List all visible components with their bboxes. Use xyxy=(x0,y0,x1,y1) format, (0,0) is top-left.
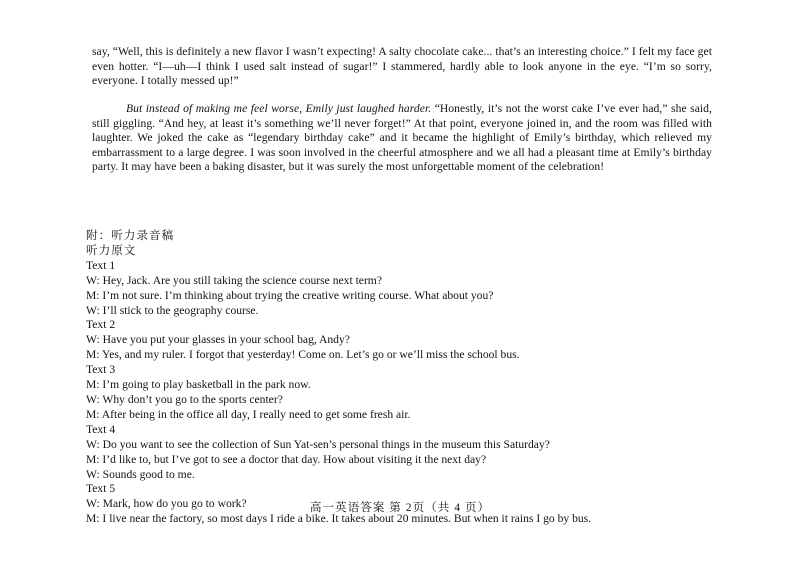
transcript-line: W: Why don’t you go to the sports center? xyxy=(86,392,283,406)
transcript-line: W: Have you put your glasses in your school bag, Andy? xyxy=(86,333,350,347)
story-paragraph-2-text xyxy=(92,102,712,175)
listening-transcript xyxy=(86,229,714,527)
story-paragraph-1 xyxy=(92,45,712,89)
transcript-line: M: I’d like to, but I’ve got to see a doctor that day. How about visiting it the next day? xyxy=(86,452,487,466)
page-footer: 高一英语答案 第 2页（共 4 页） xyxy=(309,501,491,514)
transcript-line: W: Mark, how do you go to work? xyxy=(86,497,247,511)
transcript-line: W: Do you want to see the collection of Sun Yat-sen’s personal things in the museum this Saturday? xyxy=(86,437,550,451)
appendix-subheading: 听力原文 xyxy=(86,243,137,257)
transcript-line: Text 2 xyxy=(86,318,116,332)
transcript-line: W: I’ll stick to the geography course. xyxy=(86,303,259,317)
transcript-line: Text 1 xyxy=(86,258,116,272)
transcript-line: Text 4 xyxy=(86,422,116,436)
transcript-line: M: I’m going to play basketball in the park now. xyxy=(86,378,311,392)
transcript-line: Text 5 xyxy=(86,482,116,496)
transcript-line: Text 3 xyxy=(86,363,116,377)
story-paragraph-2-body: “Honestly, it’s not the worst cake I’ve ever had,” she said, still giggling. “And hey, at least it’s something we’ll never forget!” At that point, everyone joined in, and the room was filled with laughter. We joked the cake as “legendary birthday cake” and it became the highlight of Emily’s birthday, which relieved my embarrassment to a large degree. I was soon involved in the cheerful atmosphere and we all had a pleasant time at Emily’s birthday party. It may have been a baking disaster, but it was surely the most unforgettable moment of the celebration! xyxy=(92,102,712,174)
story-paragraph-2 xyxy=(92,102,712,175)
transcript-line: M: I’m not sure. I’m thinking about trying the creative writing course. What about you? xyxy=(86,288,494,302)
appendix-heading: 附：听力录音稿 xyxy=(86,229,175,242)
story-topic-sentence: But instead of making me feel worse, Emily just laughed harder. xyxy=(126,102,432,115)
transcript-line: M: I live near the factory, so most days I ride a bike. It takes about 20 minutes. But when it rains I go by bus. xyxy=(86,512,592,526)
transcript-line: W: Hey, Jack. Are you still taking the science course next term? xyxy=(86,273,382,287)
transcript-line: W: Sounds good to me. xyxy=(86,467,195,481)
transcript-line: M: After being in the office all day, I really need to get some fresh air. xyxy=(86,407,411,421)
story-paragraph-1-text: say, “Well, this is definitely a new flavor I wasn’t expecting! A salty chocolate cake... that’s an interesting choice.” I felt my face get even hotter. “I—uh—I think I used salt instead of sugar!” I stammered, hardly able to look anyone in the eye. “I’m so sorry, everyone. I totally messed up!” xyxy=(92,45,712,88)
transcript-line: M: Yes, and my ruler. I forgot that yesterday! Come on. Let’s go or we’ll miss the school bus. xyxy=(86,348,520,362)
